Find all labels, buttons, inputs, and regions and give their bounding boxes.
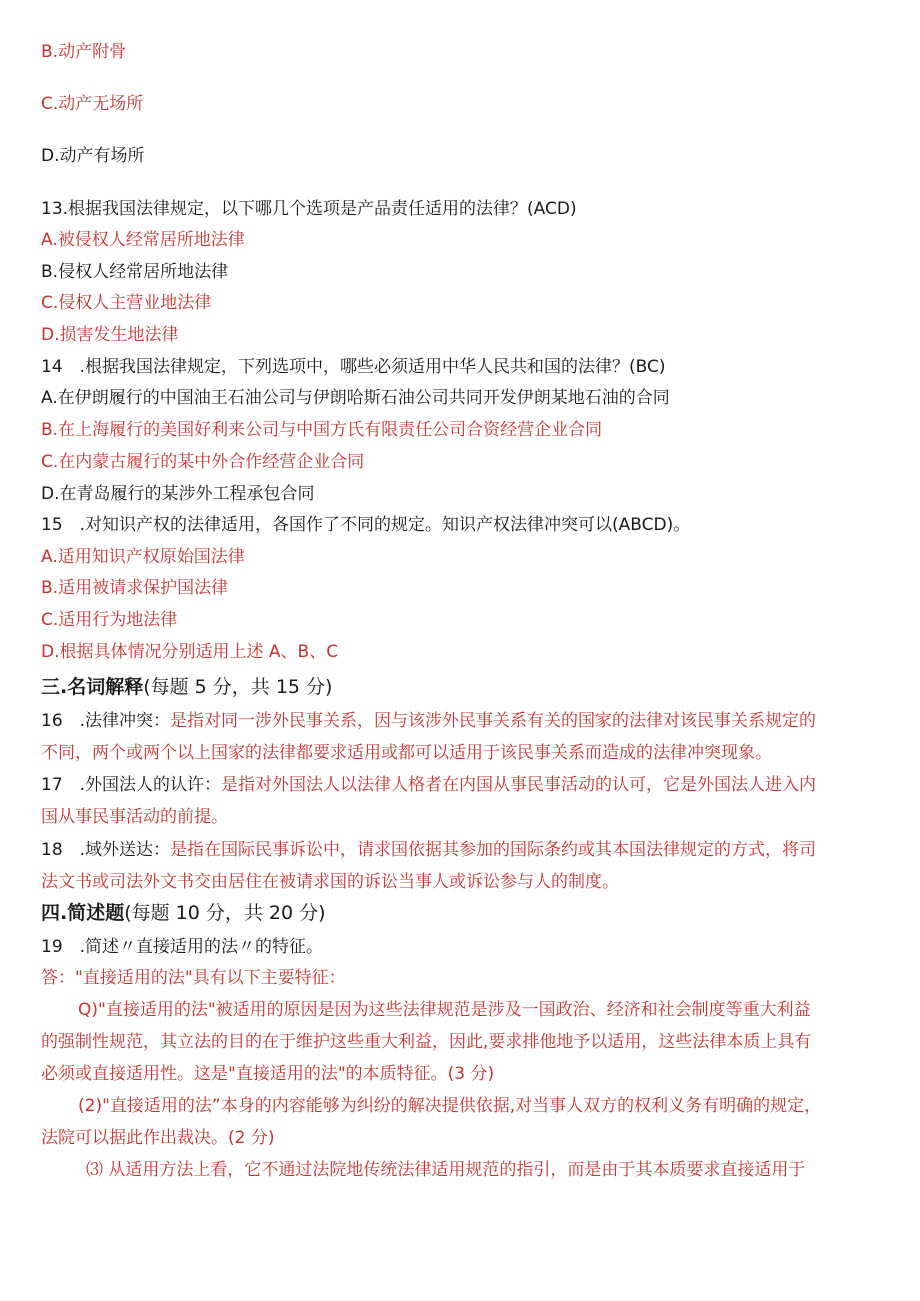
q14-option-d: D.在青岛履行的某涉外工程承包合同 — [41, 484, 315, 504]
term-18-line1 — [41, 839, 816, 861]
q19-point2-line1: (2)"直接适用的法”本身的内容能够为纠纷的解决提供依据,对当事人双方的权利义务有明确的规定， — [78, 1096, 822, 1116]
term-17-definition: 是指对外国法人以法律人格者在内国从事民事活动的认可，它是外国法人进入内 — [221, 775, 817, 795]
q13-option-a: A.被侵权人经常居所地法律 — [41, 230, 245, 250]
section4-title: 四.简述题 — [41, 902, 125, 924]
q13-option-c: C.侵权人主营业地法律 — [41, 293, 212, 313]
q19-point1-line2: 的强制性规范，其立法的目的在于维护这些重大利益，因此,要求排他地予以适用，这些法律本质上具有 — [41, 1032, 812, 1052]
q13-option-d: D.损害发生地法律 — [41, 325, 179, 345]
term-18-line2: 法文书或司法外文书交由居住在被请求国的诉讼当事人或诉讼参与人的制度。 — [41, 872, 619, 892]
term-16-line2: 不同，两个或两个以上国家的法律都要求适用或都可以适用于该民事关系而造成的法律冲突现象。 — [41, 743, 772, 763]
q19-point2-line2: 法院可以据此作出裁决。(2 分) — [41, 1128, 275, 1148]
section4-note: (每题 10 分，共 20 分) — [124, 902, 326, 924]
q19-point3-line1: ⑶ 从适用方法上看，它不通过法院地传统法律适用规范的指引，而是由于其本质要求直接适用于 — [86, 1160, 806, 1180]
q19-question: 19 .简述〃直接适用的法〃的特征。 — [41, 937, 324, 957]
q15-option-c: C.适用行为地法律 — [41, 610, 178, 630]
term-17-line1 — [41, 774, 816, 796]
section3-title: 三.名词解释 — [41, 676, 144, 698]
q15-question: 15 .对知识产权的法律适用，各国作了不同的规定。知识产权法律冲突可以(ABCD)。 — [41, 515, 691, 535]
q13-option-b: B.侵权人经常居所地法律 — [41, 262, 229, 282]
term-16-label: 16 .法律冲突： — [41, 711, 171, 731]
q19-answer-intro: 答："直接适用的法"具有以下主要特征： — [41, 968, 346, 988]
section3-note: (每题 5 分，共 15 分) — [143, 676, 333, 698]
q12-option-b: B.动产附骨 — [41, 42, 127, 62]
q12-option-d: D.动产有场所 — [41, 146, 145, 166]
term-17-line2: 国从事民事活动的前提。 — [41, 807, 228, 827]
term-18-definition: 是指在国际民事诉讼中，请求国依据其参加的国际条约或其本国法律规定的方式，将司 — [170, 840, 817, 860]
q15-option-d: D.根据具体情况分别适用上述 A、B、C — [41, 642, 339, 662]
q14-option-b: B.在上海履行的美国好利来公司与中国方氏有限责任公司合资经营企业合同 — [41, 420, 603, 440]
q15-option-a: A.适用知识产权原始国法律 — [41, 547, 245, 567]
term-18-label: 18 .域外送达： — [41, 840, 171, 860]
q14-option-c: C.在内蒙古履行的某中外合作经营企业合同 — [41, 452, 365, 472]
term-17-label: 17 .外国法人的认许： — [41, 775, 222, 795]
q15-option-b: B.适用被请求保护国法律 — [41, 578, 229, 598]
q14-option-a: A.在伊朗履行的中国油王石油公司与伊朗哈斯石油公司共同开发伊朗某地石油的合同 — [41, 388, 670, 408]
q19-point1-line3: 必须或直接适用性。这是"直接适用的法"的本质特征。(3 分) — [41, 1064, 495, 1084]
term-16-definition: 是指对同一涉外民事关系，因与该涉外民事关系有关的国家的法律对该民事关系规定的 — [170, 711, 817, 731]
term-16-line1 — [41, 710, 816, 732]
q14-question: 14 .根据我国法律规定，下列选项中，哪些必须适用中华人民共和国的法律？(BC) — [41, 357, 666, 377]
q19-point1-line1: Q)"直接适用的法"被适用的原因是因为这些法律规范是涉及一国政治、经济和社会制度等重大利益 — [78, 1000, 811, 1020]
q13-question: 13.根据我国法律规定，以下哪几个选项是产品责任适用的法律？(ACD) — [41, 199, 577, 219]
section3-heading — [41, 676, 332, 698]
section4-heading — [41, 902, 326, 924]
q12-option-c: C.动产无场所 — [41, 94, 144, 114]
